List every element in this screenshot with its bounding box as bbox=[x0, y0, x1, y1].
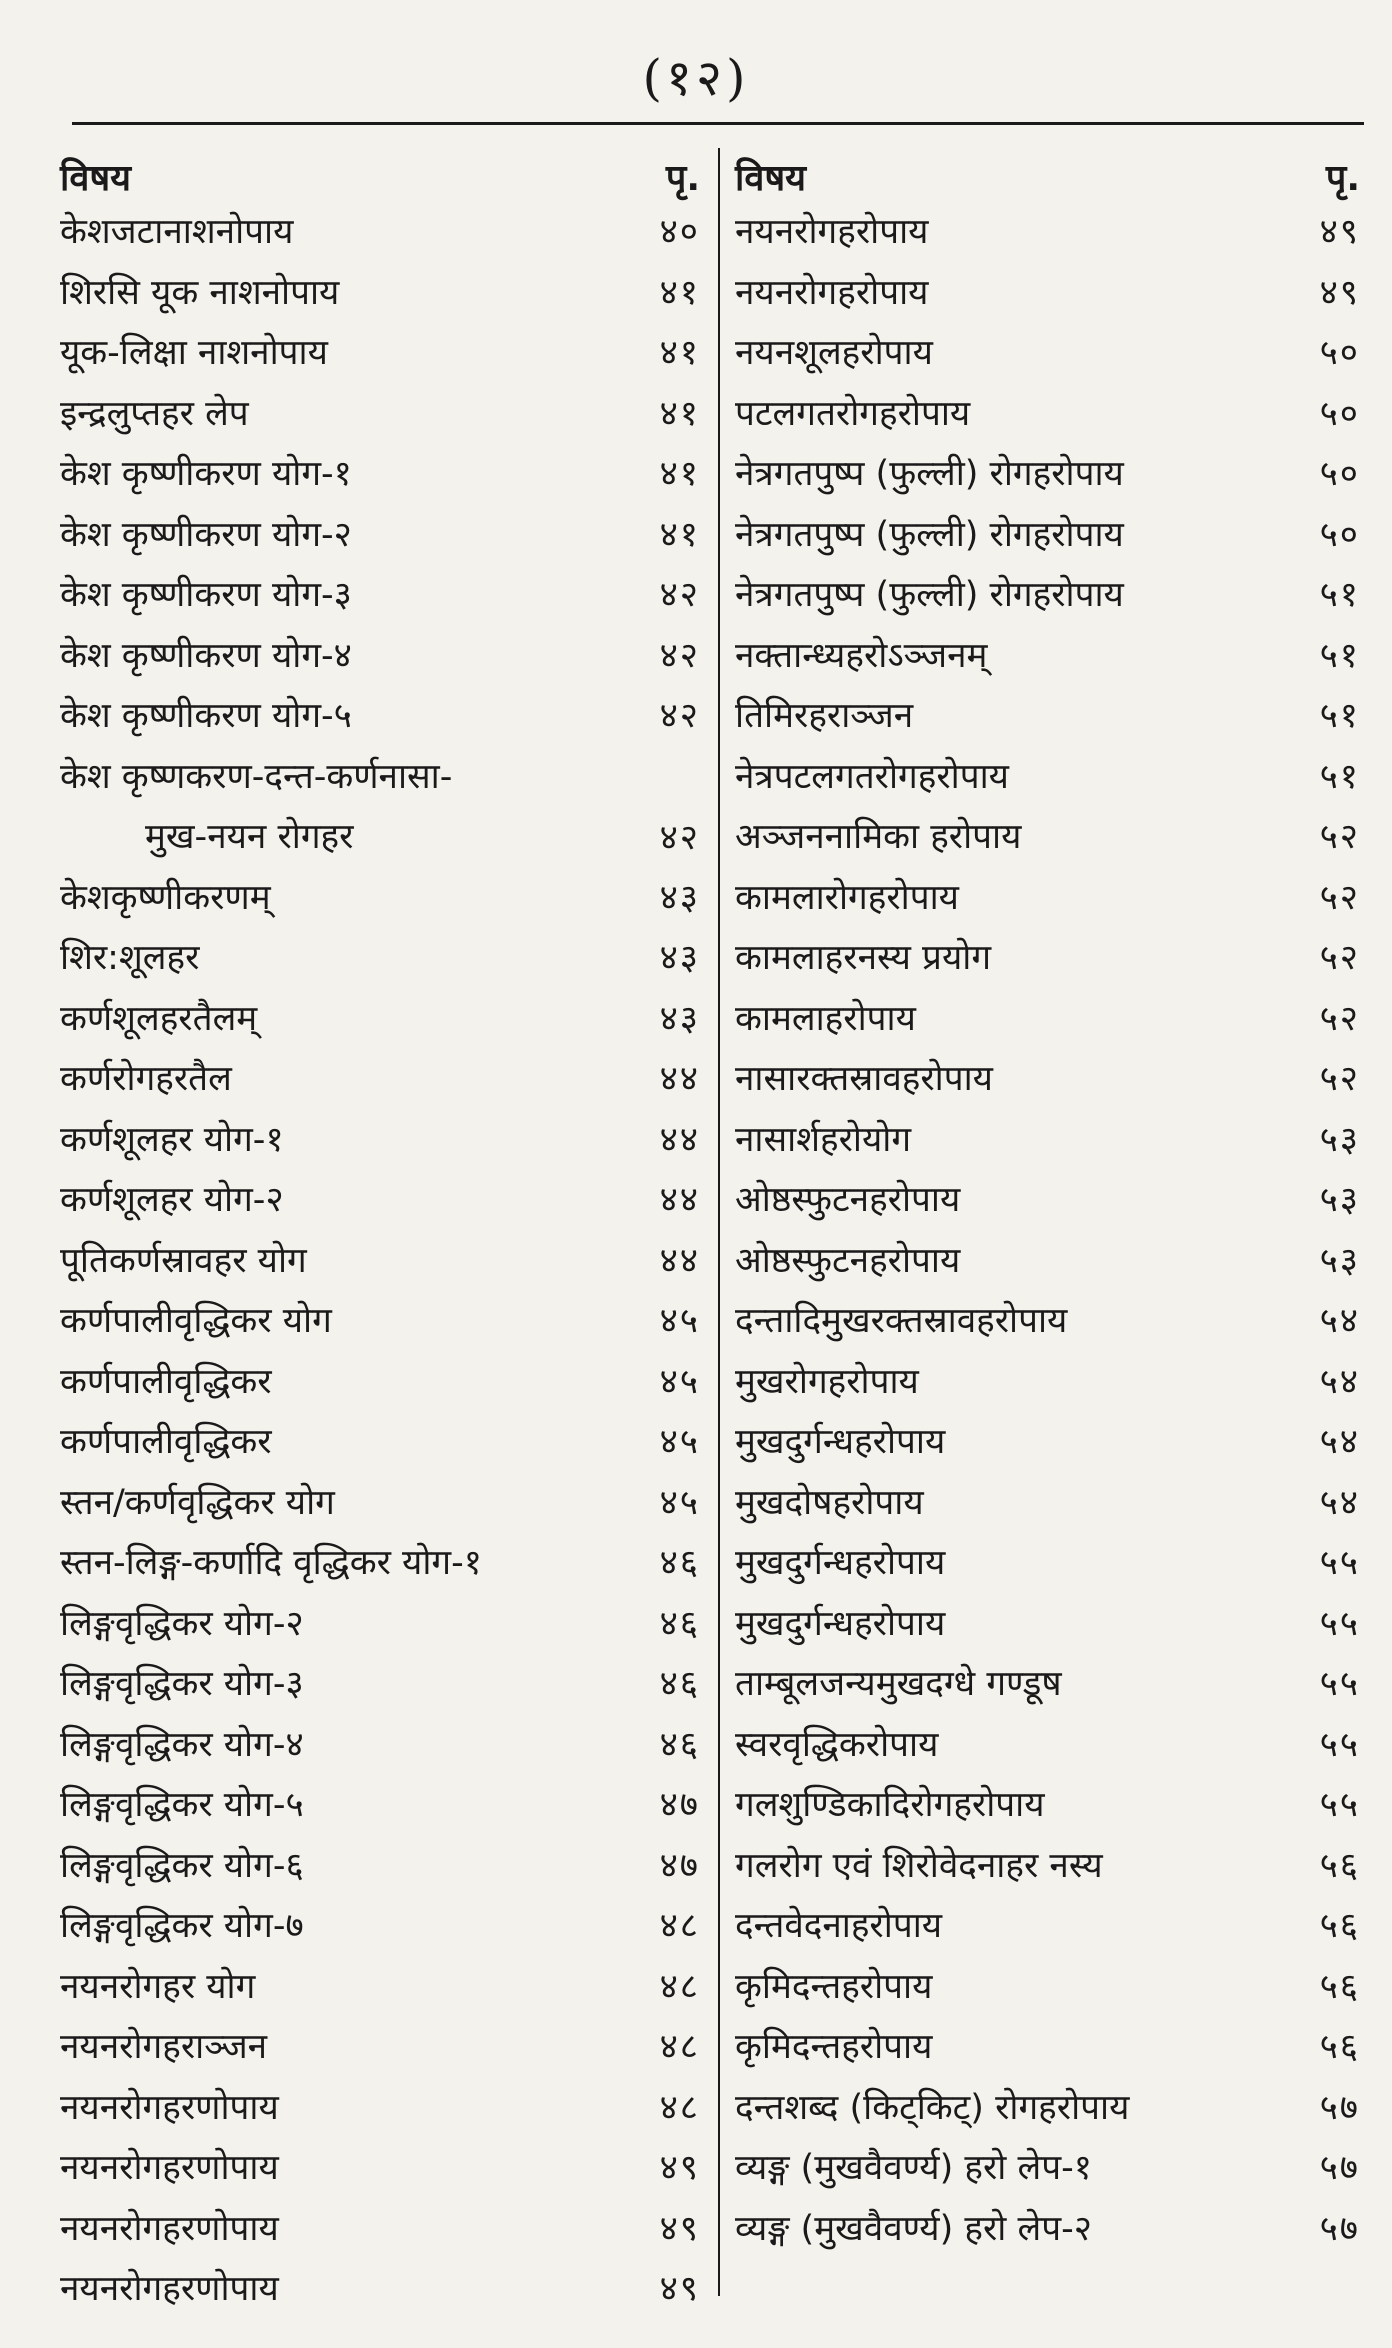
entry-page-number: ५२ bbox=[1319, 998, 1360, 1039]
entry-subject-line: कामलारोगहरोपाय bbox=[735, 877, 959, 918]
entry-page-number: ५५ bbox=[1319, 1603, 1360, 1644]
index-entry bbox=[60, 2138, 700, 2199]
entry-subject bbox=[735, 1110, 911, 1170]
entry-page-number: ५७ bbox=[1319, 2148, 1360, 2188]
entry-page-number: ४५ bbox=[659, 1301, 700, 1341]
entry-page-number: ४० bbox=[659, 212, 700, 252]
entry-subject-line: केश कृष्णीकरण योग-१ bbox=[60, 454, 352, 494]
entry-page-number: ४७ bbox=[659, 1785, 700, 1825]
entry-page-number: ५३ bbox=[1319, 1240, 1360, 1281]
right-entries bbox=[735, 202, 1360, 2259]
entry-subject-line: मुखदुर्गन्धहरोपाय bbox=[735, 1543, 946, 1583]
entry-subject bbox=[735, 1412, 945, 1472]
entry-subject bbox=[60, 2138, 279, 2198]
index-entry bbox=[60, 2078, 700, 2139]
entry-subject bbox=[735, 263, 928, 323]
index-entry bbox=[735, 1957, 1360, 2018]
index-entry bbox=[735, 2017, 1360, 2078]
entry-subject-line: कर्णपालीवृद्धिकर bbox=[60, 1422, 272, 1462]
entry-subject-line: शिरसि यूक नाशनोपाय bbox=[60, 272, 340, 313]
entry-subject-line: नयनरोगहरणोपाय bbox=[60, 2148, 279, 2188]
index-entry bbox=[735, 2138, 1360, 2199]
entry-page-number: ४४ bbox=[659, 1240, 700, 1281]
index-entry bbox=[735, 1049, 1360, 1110]
subject-heading: विषय bbox=[60, 157, 132, 199]
entry-page-number: ५७ bbox=[1319, 2087, 1360, 2128]
entry-page-number: ५१ bbox=[1319, 696, 1360, 736]
entry-subject bbox=[60, 747, 452, 867]
entry-subject-line: नयनरोगहरणोपाय bbox=[60, 2269, 279, 2309]
entry-page-number: ५६ bbox=[1319, 2027, 1360, 2067]
entry-page-number: ४९ bbox=[659, 2269, 700, 2309]
entry-subject bbox=[735, 626, 988, 686]
entry-page-number: ४३ bbox=[659, 877, 700, 918]
entry-subject-line: व्यङ्ग (मुखवैवर्ण्य) हरो लेप-२ bbox=[735, 2208, 1092, 2249]
index-entry bbox=[735, 263, 1360, 324]
entry-subject-line: दन्तशब्द (किट्किट्) रोगहरोपाय bbox=[735, 2087, 1130, 2128]
entry-subject-line: कामलाहरोपाय bbox=[735, 998, 916, 1039]
entry-subject bbox=[735, 323, 933, 383]
index-entry bbox=[735, 1896, 1360, 1957]
column-divider bbox=[718, 148, 720, 2296]
entry-subject-line: कामलाहरनस्य प्रयोग bbox=[735, 938, 992, 978]
entry-subject-line: नेत्रपटलगतरोगहरोपाय bbox=[735, 756, 1009, 797]
index-entry bbox=[60, 1110, 700, 1171]
entry-subject-line: नयनशूलहरोपाय bbox=[735, 333, 933, 373]
entry-subject bbox=[735, 1836, 1103, 1896]
entry-page-number: ४९ bbox=[1319, 272, 1360, 313]
entry-page-number: ४९ bbox=[659, 2208, 700, 2249]
entry-page-number: ४५ bbox=[659, 1361, 700, 1402]
index-entry bbox=[60, 444, 700, 505]
index-entry bbox=[60, 1231, 700, 1292]
index-entry bbox=[735, 1412, 1360, 1473]
entry-subject bbox=[60, 1654, 304, 1714]
entry-subject-line: मुखदुर्गन्धहरोपाय bbox=[735, 1603, 946, 1644]
entry-subject-line: नासारक्तस्रावहरोपाय bbox=[735, 1059, 993, 1099]
entry-subject bbox=[735, 989, 916, 1049]
index-entry bbox=[735, 747, 1360, 808]
entry-subject-line: दन्तादिमुखरक्तस्रावहरोपाय bbox=[735, 1301, 1068, 1341]
index-entry bbox=[60, 1352, 700, 1413]
entry-subject-line: नयनरोगहर योग bbox=[60, 1966, 256, 2007]
entry-page-number: ४५ bbox=[659, 1482, 700, 1523]
entry-subject-line: कर्णपालीवृद्धिकर bbox=[60, 1361, 272, 1402]
entry-subject-line: कर्णरोगहरतैल bbox=[60, 1059, 232, 1099]
entry-subject-line: कृमिदन्तहरोपाय bbox=[735, 2027, 933, 2067]
entry-page-number: ४१ bbox=[659, 454, 700, 494]
index-entry bbox=[60, 263, 700, 324]
entry-page-number: ४९ bbox=[1319, 212, 1360, 252]
page-heading: पृ. bbox=[665, 157, 700, 199]
entry-subject-line: नयनरोगहरोपाय bbox=[735, 272, 929, 313]
entry-page-number: ५२ bbox=[1319, 817, 1360, 857]
entry-subject-line: तिमिरहराञ्जन bbox=[735, 696, 914, 736]
entry-page-number: ५५ bbox=[1319, 1543, 1360, 1583]
entry-page-number: ५५ bbox=[1319, 1785, 1360, 1825]
entry-subject-line: दन्तवेदनाहरोपाय bbox=[735, 1906, 943, 1946]
entry-subject-line: कृमिदन्तहरोपाय bbox=[735, 1966, 933, 2007]
entry-subject bbox=[60, 2017, 267, 2077]
entry-subject bbox=[735, 1170, 960, 1230]
entry-subject bbox=[735, 565, 1124, 625]
index-entry bbox=[735, 626, 1360, 687]
entry-page-number: ४७ bbox=[659, 1845, 700, 1886]
index-entry bbox=[60, 1654, 700, 1715]
entry-subject-line: लिङ्गवृद्धिकर योग-५ bbox=[60, 1785, 304, 1825]
entry-page-number: ५६ bbox=[1319, 1966, 1360, 2007]
top-rule bbox=[72, 122, 1364, 125]
index-entry bbox=[60, 1473, 700, 1534]
entry-page-number: ४४ bbox=[659, 1119, 700, 1160]
entry-subject-line: नयनरोगहरणोपाय bbox=[60, 2208, 279, 2249]
entry-page-number: ४१ bbox=[659, 514, 700, 555]
entry-subject-line: नयनरोगहराञ्जन bbox=[60, 2027, 268, 2067]
entry-subject bbox=[60, 868, 271, 928]
index-entry bbox=[60, 928, 700, 989]
entry-subject bbox=[735, 2078, 1129, 2138]
entry-page-number: ५४ bbox=[1319, 1361, 1360, 1402]
entry-subject-line: नेत्रगतपुष्प (फुल्ली) रोगहरोपाय bbox=[735, 454, 1124, 494]
entry-page-number: ५४ bbox=[1319, 1482, 1360, 1523]
entry-subject bbox=[735, 505, 1124, 565]
entry-page-number: ४८ bbox=[659, 1906, 700, 1946]
index-entry bbox=[60, 2259, 700, 2320]
index-entry bbox=[60, 565, 700, 626]
entry-subject bbox=[735, 2017, 932, 2077]
index-entry bbox=[735, 1170, 1360, 1231]
entry-subject bbox=[60, 444, 352, 504]
entry-subject bbox=[735, 747, 1009, 807]
entry-subject bbox=[735, 2138, 1092, 2198]
index-entry bbox=[735, 807, 1360, 868]
entry-page-number: ४८ bbox=[659, 2027, 700, 2067]
entry-subject-line: केश कृष्णकरण-दन्त-कर्णनासा- bbox=[60, 756, 453, 797]
entry-subject-line: नेत्रगतपुष्प (फुल्ली) रोगहरोपाय bbox=[735, 575, 1124, 615]
entry-page-number: ५६ bbox=[1319, 1906, 1360, 1946]
entry-subject bbox=[60, 1836, 304, 1896]
entry-page-number: ५३ bbox=[1319, 1119, 1360, 1160]
index-entry bbox=[60, 1412, 700, 1473]
entry-subject bbox=[735, 1654, 1062, 1714]
entry-subject-line: इन्द्रलुप्तहर लेप bbox=[60, 393, 249, 434]
entry-page-number: ४५ bbox=[659, 1422, 700, 1462]
index-entry bbox=[735, 1533, 1360, 1594]
entry-subject-line: केश कृष्णीकरण योग-२ bbox=[60, 514, 352, 555]
entry-page-number: ५२ bbox=[1319, 877, 1360, 918]
index-entry bbox=[735, 202, 1360, 263]
index-entry bbox=[735, 868, 1360, 929]
entry-page-number: ४८ bbox=[659, 2087, 700, 2128]
entry-subject-line: अञ्जननामिका हरोपाय bbox=[735, 817, 1022, 857]
entry-page-number: ४१ bbox=[659, 333, 700, 373]
index-entry bbox=[735, 1291, 1360, 1352]
entry-subject bbox=[60, 626, 352, 686]
index-entry bbox=[60, 747, 700, 868]
entry-subject bbox=[60, 2199, 279, 2259]
entry-subject-line: मुखदुर्गन्धहरोपाय bbox=[735, 1422, 946, 1462]
entry-page-number: ५० bbox=[1319, 333, 1360, 373]
entry-subject-line: यूक-लिक्षा नाशनोपाय bbox=[60, 333, 328, 373]
entry-subject bbox=[60, 1352, 272, 1412]
entry-page-number: ४९ bbox=[659, 2148, 700, 2188]
entry-subject bbox=[735, 1715, 938, 1775]
index-entry bbox=[60, 1836, 700, 1897]
entry-subject-line: गलरोग एवं शिरोवेदनाहर नस्य bbox=[735, 1845, 1103, 1886]
entry-subject bbox=[60, 263, 339, 323]
entry-page-number: ५४ bbox=[1319, 1301, 1360, 1341]
entry-page-number: ४६ bbox=[659, 1724, 700, 1765]
entry-page-number: ४३ bbox=[659, 998, 700, 1039]
left-column bbox=[60, 150, 700, 2320]
index-entry bbox=[735, 1231, 1360, 1292]
entry-subject-line: नेत्रगतपुष्प (फुल्ली) रोगहरोपाय bbox=[735, 514, 1124, 555]
index-entry bbox=[735, 1110, 1360, 1171]
entry-page-number: ५६ bbox=[1319, 1845, 1360, 1886]
right-column-header bbox=[735, 150, 1360, 202]
entry-page-number: ५१ bbox=[1319, 575, 1360, 615]
entry-page-number: ४३ bbox=[659, 938, 700, 978]
entry-subject bbox=[60, 1473, 335, 1533]
entry-page-number: ४८ bbox=[659, 1966, 700, 2007]
left-entries bbox=[60, 202, 700, 2320]
left-column-header bbox=[60, 150, 700, 202]
entry-subject bbox=[60, 505, 352, 565]
page-heading: पृ. bbox=[1325, 157, 1360, 199]
entry-subject-line: मुखदोषहरोपाय bbox=[735, 1482, 924, 1523]
entry-subject bbox=[60, 928, 199, 988]
index-entry bbox=[735, 1775, 1360, 1836]
index-entry bbox=[60, 1049, 700, 1110]
index-entry bbox=[735, 2199, 1360, 2260]
entry-subject-line: नासार्शहरोयोग bbox=[735, 1119, 912, 1160]
index-entry bbox=[60, 1715, 700, 1776]
entry-subject bbox=[60, 202, 293, 262]
entry-page-number: ५० bbox=[1319, 514, 1360, 555]
entry-subject bbox=[735, 202, 928, 262]
entry-subject bbox=[735, 384, 970, 444]
index-entry bbox=[735, 1836, 1360, 1897]
entry-subject bbox=[60, 1533, 482, 1593]
entry-subject bbox=[735, 868, 959, 928]
entry-subject-line: नयनरोगहरोपाय bbox=[735, 212, 929, 252]
entry-subject bbox=[60, 686, 352, 746]
index-entry bbox=[60, 2199, 700, 2260]
index-entry bbox=[735, 444, 1360, 505]
entry-subject-line: मुखरोगहरोपाय bbox=[735, 1361, 919, 1402]
index-entry bbox=[735, 989, 1360, 1050]
index-entry bbox=[735, 384, 1360, 445]
entry-page-number: ४४ bbox=[659, 1180, 700, 1220]
entry-page-number: ५३ bbox=[1319, 1180, 1360, 1220]
entry-subject bbox=[735, 444, 1124, 504]
index-entry bbox=[735, 323, 1360, 384]
entry-page-number: ५० bbox=[1319, 454, 1360, 494]
entry-subject bbox=[60, 1896, 304, 1956]
index-entry bbox=[735, 505, 1360, 566]
entry-page-number: ४६ bbox=[659, 1543, 700, 1583]
index-entry bbox=[60, 989, 700, 1050]
subject-heading: विषय bbox=[735, 157, 807, 199]
entry-subject bbox=[735, 1533, 945, 1593]
index-entry bbox=[60, 202, 700, 263]
entry-page-number: ४६ bbox=[659, 1664, 700, 1704]
entry-page-number: ४१ bbox=[659, 272, 700, 313]
entry-subject bbox=[60, 1231, 307, 1291]
entry-subject-line: केश कृष्णीकरण योग-५ bbox=[60, 696, 352, 736]
index-entry bbox=[60, 1594, 700, 1655]
entry-subject-line: लिङ्गवृद्धिकर योग-२ bbox=[60, 1603, 304, 1644]
index-entry bbox=[60, 323, 700, 384]
entry-subject bbox=[60, 1049, 232, 1109]
entry-subject-line: पूतिकर्णस्रावहर योग bbox=[60, 1240, 307, 1281]
entry-page-number: ५४ bbox=[1319, 1422, 1360, 1462]
index-entry bbox=[735, 1594, 1360, 1655]
entry-subject-line: लिङ्गवृद्धिकर योग-३ bbox=[60, 1664, 304, 1704]
entry-subject-line: ओष्ठस्फुटनहरोपाय bbox=[735, 1240, 961, 1281]
index-entry bbox=[60, 1533, 700, 1594]
entry-subject bbox=[60, 2259, 279, 2319]
entry-subject bbox=[735, 1896, 942, 1956]
entry-subject bbox=[735, 1352, 919, 1412]
entry-subject bbox=[60, 1170, 284, 1230]
entry-subject-line: ओष्ठस्फुटनहरोपाय bbox=[735, 1180, 961, 1220]
entry-subject bbox=[735, 1049, 993, 1109]
entry-subject-line: स्वरवृद्धिकरोपाय bbox=[735, 1724, 939, 1765]
entry-page-number: ५२ bbox=[1319, 938, 1360, 978]
entry-subject-line: पटलगतरोगहरोपाय bbox=[735, 393, 971, 434]
entry-subject-line: स्तन/कर्णवृद्धिकर योग bbox=[60, 1482, 335, 1523]
entry-page-number: ४२ bbox=[659, 817, 700, 858]
index-entry bbox=[735, 2078, 1360, 2139]
entry-subject bbox=[60, 1110, 284, 1170]
entry-subject-line: केशजटानाशनोपाय bbox=[60, 212, 294, 252]
index-entry bbox=[60, 1170, 700, 1231]
index-entry bbox=[60, 1291, 700, 1352]
index-entry bbox=[60, 1896, 700, 1957]
index-entry bbox=[735, 565, 1360, 626]
index-entry bbox=[60, 626, 700, 687]
entry-page-number: ५२ bbox=[1319, 1059, 1360, 1099]
entry-page-number: ५१ bbox=[1319, 635, 1360, 676]
entry-subject-line: कर्णशूलहर योग-१ bbox=[60, 1119, 284, 1160]
entry-subject-line: ताम्बूलजन्यमुखदग्धे गण्डूष bbox=[735, 1664, 1062, 1704]
entry-subject bbox=[735, 1231, 960, 1291]
index-entry bbox=[735, 1352, 1360, 1413]
index-entry bbox=[735, 686, 1360, 747]
entry-subject bbox=[735, 1775, 1045, 1835]
entry-subject-line: व्यङ्ग (मुखवैवर्ण्य) हरो लेप-१ bbox=[735, 2148, 1092, 2188]
entry-subject bbox=[735, 928, 991, 988]
entry-subject-line: कर्णशूलहर योग-२ bbox=[60, 1180, 284, 1220]
entry-subject bbox=[735, 1594, 945, 1654]
index-entry bbox=[735, 928, 1360, 989]
index-entry bbox=[60, 384, 700, 445]
entry-subject bbox=[60, 1291, 332, 1351]
entry-subject-line: गलशुण्डिकादिरोगहरोपाय bbox=[735, 1785, 1045, 1825]
entry-subject-line: केशकृष्णीकरणम् bbox=[60, 877, 271, 918]
entry-subject-line: नक्तान्ध्यहरोऽञ्जनम् bbox=[735, 635, 988, 676]
entry-page-number: ४६ bbox=[659, 1603, 700, 1644]
entry-page-number: ५१ bbox=[1319, 756, 1360, 797]
entry-page-number: ४१ bbox=[659, 393, 700, 434]
entry-page-number: ४२ bbox=[659, 696, 700, 736]
index-entry bbox=[60, 2017, 700, 2078]
right-column bbox=[735, 150, 1360, 2259]
entry-subject-line: कर्णपालीवृद्धिकर योग bbox=[60, 1301, 332, 1341]
entry-subject-line: स्तन-लिङ्ग-कर्णादि वृद्धिकर योग-१ bbox=[60, 1543, 482, 1583]
entry-page-number: ५० bbox=[1319, 393, 1360, 434]
entry-page-number: ४२ bbox=[659, 575, 700, 615]
entry-subject bbox=[60, 1957, 255, 2017]
index-entry bbox=[60, 868, 700, 929]
entry-subject-line: नयनरोगहरणोपाय bbox=[60, 2087, 279, 2128]
entry-subject-line: केश कृष्णीकरण योग-३ bbox=[60, 575, 352, 615]
index-entry bbox=[60, 686, 700, 747]
entry-subject bbox=[60, 1775, 304, 1835]
entry-page-number: ४२ bbox=[659, 635, 700, 676]
entry-subject-line: लिङ्गवृद्धिकर योग-७ bbox=[60, 1906, 304, 1946]
entry-subject-line: केश कृष्णीकरण योग-४ bbox=[60, 635, 352, 676]
index-entry bbox=[60, 1775, 700, 1836]
entry-subject-line: लिङ्गवृद्धिकर योग-६ bbox=[60, 1845, 304, 1886]
entry-page-number: ५५ bbox=[1319, 1724, 1360, 1765]
entry-subject bbox=[60, 565, 352, 625]
entry-subject bbox=[735, 2199, 1092, 2259]
entry-subject bbox=[735, 686, 913, 746]
entry-subject-line: मुख-नयन रोगहर bbox=[145, 816, 354, 857]
entry-subject bbox=[735, 1473, 924, 1533]
entry-subject-line: शिर:शूलहर bbox=[60, 938, 200, 978]
entry-subject bbox=[735, 807, 1021, 867]
index-entry bbox=[735, 1473, 1360, 1534]
entry-subject bbox=[735, 1957, 932, 2017]
entry-page-number: ५७ bbox=[1319, 2208, 1360, 2249]
index-entry bbox=[60, 1957, 700, 2018]
entry-page-number: ५५ bbox=[1319, 1664, 1360, 1704]
entry-subject-line: लिङ्गवृद्धिकर योग-४ bbox=[60, 1724, 304, 1765]
entry-subject bbox=[60, 2078, 279, 2138]
entry-page-number: ४४ bbox=[659, 1059, 700, 1099]
entry-subject bbox=[60, 384, 249, 444]
entry-subject-line: कर्णशूलहरतैलम् bbox=[60, 998, 258, 1039]
index-entry bbox=[60, 505, 700, 566]
entry-subject bbox=[735, 1291, 1067, 1351]
entry-subject bbox=[60, 989, 257, 1049]
index-entry bbox=[735, 1715, 1360, 1776]
entry-subject bbox=[60, 323, 328, 383]
entry-subject bbox=[60, 1715, 304, 1775]
page-number: (१२) bbox=[642, 49, 750, 107]
entry-subject bbox=[60, 1594, 304, 1654]
index-entry bbox=[735, 1654, 1360, 1715]
entry-subject bbox=[60, 1412, 272, 1472]
